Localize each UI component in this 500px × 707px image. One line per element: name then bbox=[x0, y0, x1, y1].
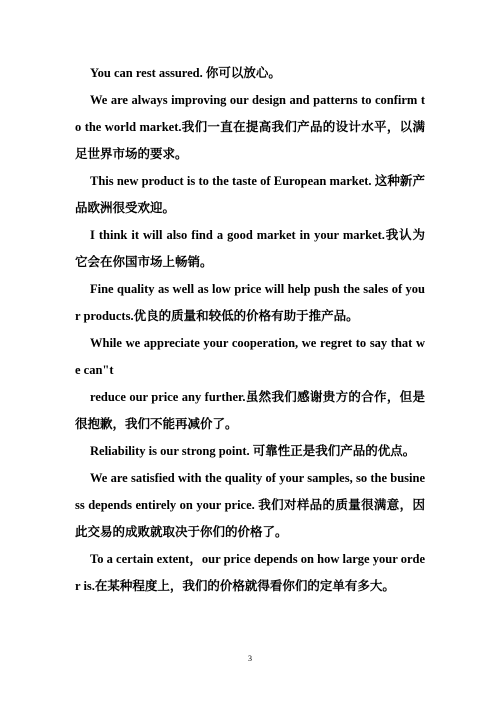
paragraph-reduce-price: reduce our price any further.虽然我们感谢贵方的合作，但是很抱歉，我们不能再减价了。 bbox=[75, 390, 425, 431]
paragraph-certain-extent: To a certain extent，our price depends on how large your order is.在某种程度上，我们的价格就得看你们的定单有多大。 bbox=[75, 552, 425, 593]
paragraph-satisfied-samples: We are satisfied with the quality of your samples, so the business depends entirely on your price. 我们对样品的质量很满意，因此交易的成败就取决于你们的价格了。 bbox=[75, 471, 425, 539]
paragraph-rest-assured: You can rest assured. 你可以放心。 bbox=[90, 66, 281, 80]
paragraph-appreciate-cooperation: While we appreciate your cooperation, we regret to say that we can"t bbox=[75, 336, 425, 377]
paragraph-reliability: Reliability is our strong point. 可靠性正是我们产品的优点。 bbox=[90, 444, 416, 458]
page-number: 3 bbox=[248, 654, 252, 663]
paragraph-good-market: I think it will also find a good market in your market.我认为它会在你国市场上畅销。 bbox=[75, 228, 425, 269]
document-body bbox=[75, 60, 425, 600]
paragraph-european-taste: This new product is to the taste of European market. 这种新产品欧洲很受欢迎。 bbox=[75, 174, 425, 215]
paragraph-improving-design: We are always improving our design and patterns to confirm to the world market.我们一直在提高我们产品的设计水平，以满足世界市场的要求。 bbox=[75, 93, 425, 161]
paragraph-fine-quality: Fine quality as well as low price will help push the sales of your products.优良的质量和较低的价格有助于推产品。 bbox=[75, 282, 425, 323]
